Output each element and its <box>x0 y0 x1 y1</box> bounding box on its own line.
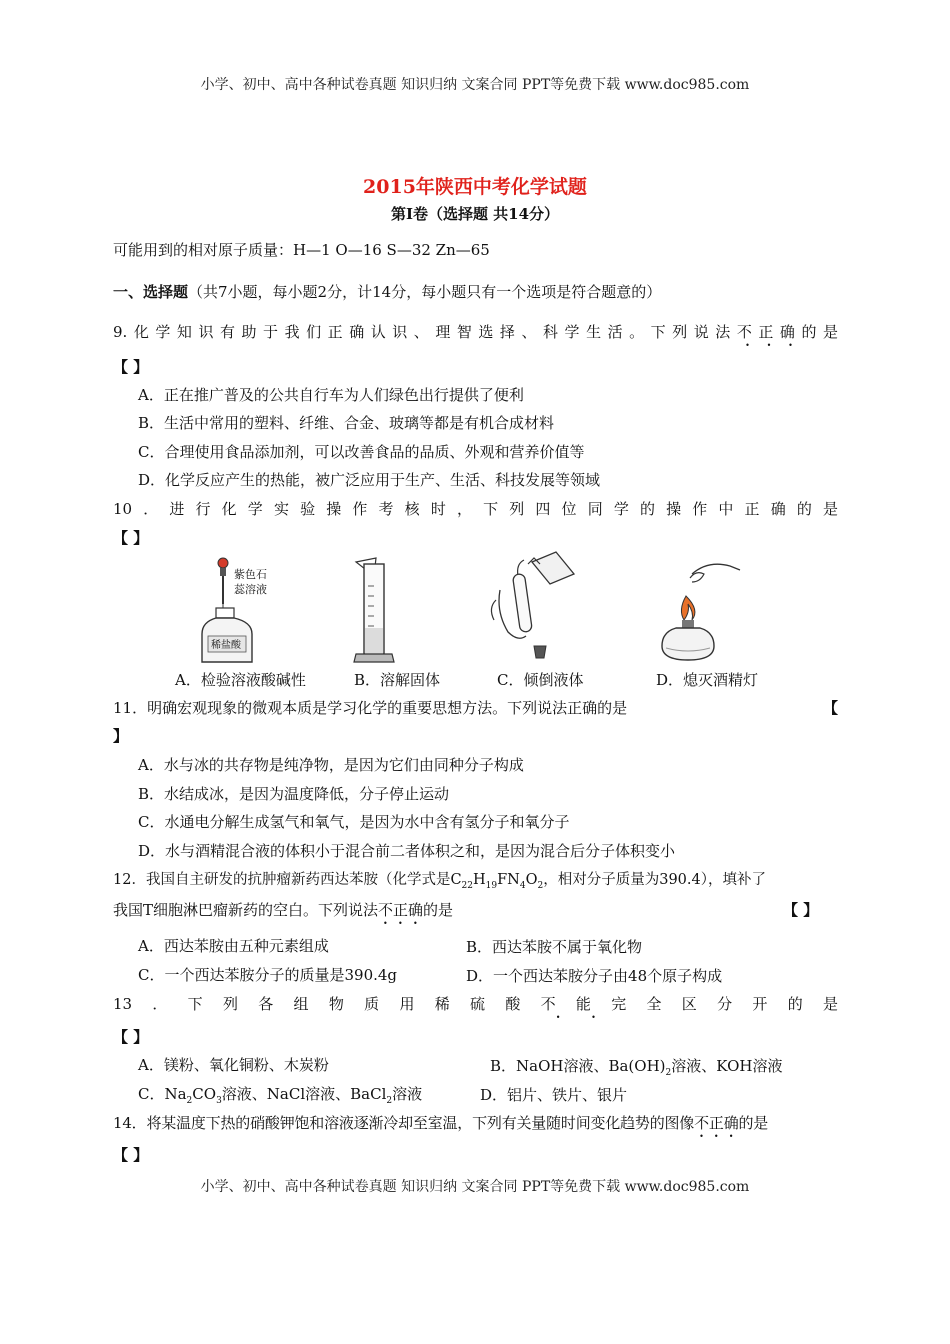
q13-option-c-part2: CO <box>192 1085 217 1103</box>
q14-stem <box>113 1113 838 1141</box>
q12-option-b: B．西达苯胺不属于氧化物 <box>466 938 643 956</box>
formula-sub-22: 22 <box>461 880 473 891</box>
q14-emphasis: 不正确 <box>694 1114 739 1132</box>
q9-option-d: D．化学反应产生的热能，被广泛应用于生产、生活、科技发展等领域 <box>138 471 601 489</box>
q10-answer-bracket: 【 】 <box>113 529 149 547</box>
formula-sub-19: 19 <box>485 880 498 891</box>
q13-stem <box>113 994 838 1022</box>
q11-bracket-close: 】 <box>113 727 129 745</box>
q12-stem-part3: 我国T细胞淋巴瘤新药的空白。下列说法 <box>113 901 379 919</box>
figure-a-label-2: 蕊溶液 <box>234 583 267 596</box>
q10-caption-a: A．检验溶液酸碱性 <box>175 671 306 689</box>
q11-option-b: B．水结成冰，是因为温度降低，分子停止运动 <box>138 785 450 803</box>
figure-a-litmus-test <box>198 556 270 666</box>
q12-option-d: D．一个西达苯胺分子由48个原子构成 <box>466 967 723 985</box>
q13-option-a: A．镁粉、氧化铜粉、木炭粉 <box>138 1056 329 1074</box>
q13-option-c-sub3: 2 <box>386 1096 393 1106</box>
q13-option-c-part4: 溶液 <box>392 1085 423 1103</box>
figure-b-graduated-cylinder <box>350 556 410 666</box>
figure-a-label-3: 稀盐酸 <box>211 640 241 651</box>
section-note: （共7小题，每小题2分，计14分，每小题只有一个选项是符合题意的） <box>188 283 662 301</box>
q12-option-c: C．一个西达苯胺分子的质量是390.4g <box>138 966 398 984</box>
q13-answer-bracket: 【 】 <box>113 1028 149 1046</box>
formula-fn: FN <box>497 872 520 888</box>
q11-option-a: A．水与冰的共存物是纯净物，是因为它们由同种分子构成 <box>138 756 524 774</box>
q10-caption-c: C．倾倒液体 <box>497 671 584 689</box>
page-footer: 小学、初中、高中各种试卷真题 知识归纳 文案合同 PPT等免费下载 www.doc985.com <box>200 1179 750 1195</box>
q9-option-a: A．正在推广普及的公共自行车为人们绿色出行提供了便利 <box>138 386 524 404</box>
q13-option-c-sub1: 2 <box>186 1096 193 1106</box>
q13-option-b <box>490 1055 782 1078</box>
q13-option-d: D．铝片、铁片、银片 <box>480 1086 628 1104</box>
q13-stem-part2: 完全区分开的是 <box>611 995 838 1013</box>
q9-stem <box>113 322 838 350</box>
q12-stem-part1: 12．我国自主研发的抗肿瘤新药西达苯胺（化学式是C <box>113 872 462 888</box>
q13-option-c-part1: C．Na <box>138 1085 187 1103</box>
q9-option-c: C．合理使用食品添加剂，可以改善食品的品质、外观和营养价值等 <box>138 443 585 461</box>
q9-answer-bracket: 【 】 <box>113 358 149 376</box>
q13-option-b-part2: 溶液、KOH溶液 <box>671 1057 783 1075</box>
q13-emphasis: 不能 <box>540 995 612 1013</box>
q13-stem-part1: 13．下列各组物质用稀硫酸 <box>113 995 541 1013</box>
q13-option-c-part3: 溶液、NaCl溶液、BaCl <box>221 1085 387 1103</box>
q14-stem-part1: 14．将某温度下热的硝酸钾饱和溶液逐渐冷却至室温，下列有关量随时间变化趋势的图像 <box>113 1114 695 1132</box>
formula-sub-2: 2 <box>537 880 544 891</box>
q13-option-c <box>138 1084 468 1111</box>
q13-option-b-sub: 2 <box>665 1068 672 1078</box>
page-header: 小学、初中、高中各种试卷真题 知识归纳 文案合同 PPT等免费下载 www.doc985.com <box>200 77 750 93</box>
q12-stem-part2: ，相对分子质量为390.4），填补了 <box>543 872 766 888</box>
formula-h: H <box>473 872 486 888</box>
section-heading <box>113 282 838 302</box>
figure-c-pouring-liquid <box>478 550 578 666</box>
figure-d-alcohol-lamp <box>652 556 742 666</box>
q9-stem-text: 9.化学知识有助于我们正确认识、理智选择、科学生活。下列说法 <box>113 323 737 341</box>
q10-stem: 10．进行化学实验操作考核时，下列四位同学的操作中正确的是 <box>113 500 838 518</box>
formula-sub-4: 4 <box>519 880 526 891</box>
q11-bracket-open: 【 <box>822 699 838 717</box>
q12-answer-bracket: 【 】 <box>783 901 819 919</box>
figure-a-label-1: 紫色石 <box>234 568 267 581</box>
q11-option-c: C．水通电分解生成氢气和氧气，是因为水中含有氢分子和氧分子 <box>138 813 570 831</box>
atomic-masses: 可能用到的相对原子质量：H—1 O—16 S—32 Zn—65 <box>113 241 490 259</box>
q14-stem-part2: 的是 <box>738 1114 769 1132</box>
q13-option-c-sub2: 3 <box>216 1096 222 1106</box>
q10-caption-b: B．溶解固体 <box>354 671 441 689</box>
q14-answer-bracket: 【 】 <box>113 1146 149 1164</box>
q12-stem-end: 的是 <box>423 901 454 919</box>
q11-stem-text: 11．明确宏观现象的微观本质是学习化学的重要思想方法。下列说法正确的是 <box>113 699 628 717</box>
q11-option-d: D．水与酒精混合液的体积小于混合前二者体积之和，是因为混合后分子体积变小 <box>138 842 676 860</box>
page-title: 2015年陕西中考化学试题 <box>363 176 587 198</box>
q12-stem-line1 <box>113 870 838 896</box>
q13-option-b-part1: B．NaOH溶液、Ba(OH) <box>490 1057 666 1075</box>
q12-stem-line2 <box>113 900 838 928</box>
section-label: 一、选择题 <box>113 283 189 301</box>
q12-emphasis: 不正确 <box>378 901 424 919</box>
q9-emphasis: 不正确 <box>736 323 802 341</box>
page-subtitle: 第Ⅰ卷（选择题 共14分） <box>390 205 560 223</box>
q11-stem <box>113 698 838 718</box>
q12-option-a: A．西达苯胺由五种元素组成 <box>138 937 329 955</box>
formula-o: O <box>525 872 538 888</box>
q9-option-b: B．生活中常用的塑料、纤维、合金、玻璃等都是有机合成材料 <box>138 414 555 432</box>
q10-caption-d: D．熄灭酒精灯 <box>656 671 759 689</box>
q9-stem-end: 的是 <box>801 323 838 341</box>
